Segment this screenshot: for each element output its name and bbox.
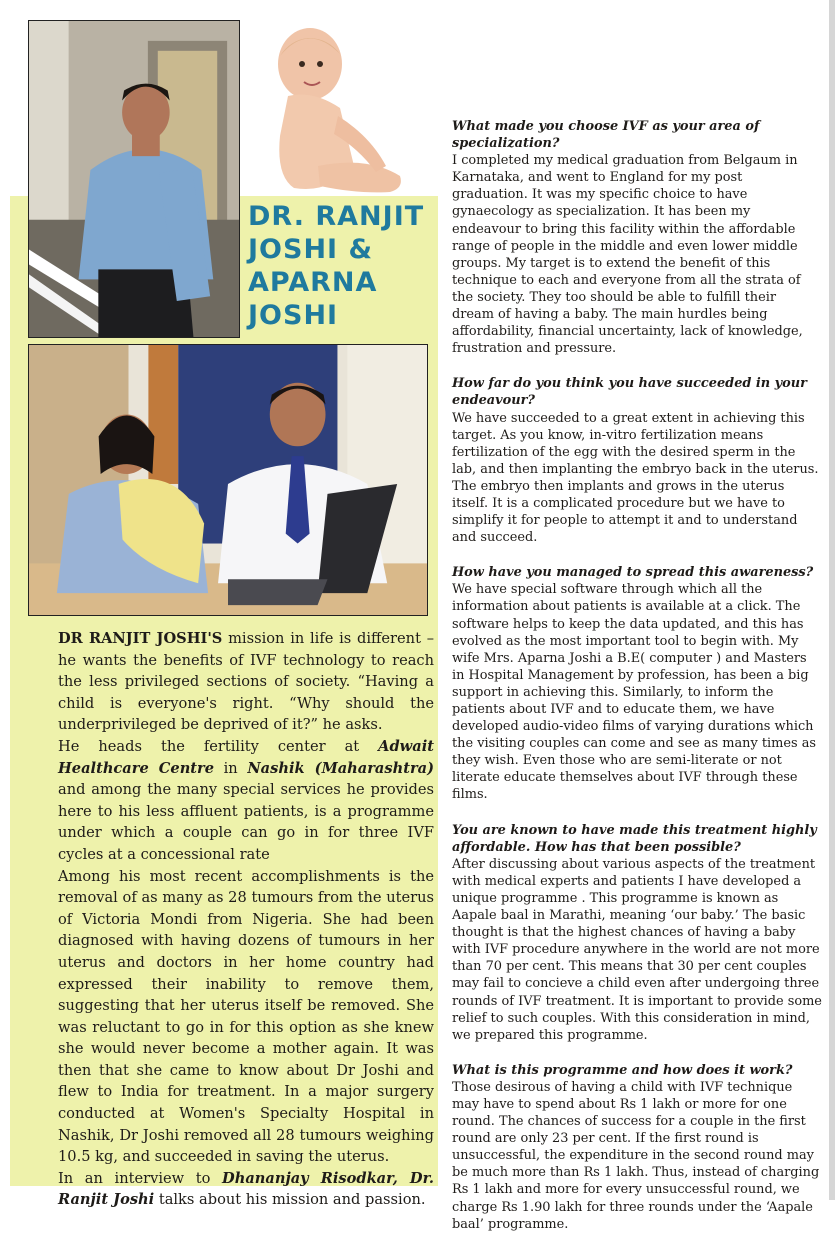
question-1: What made you choose IVF as your area of specialization? <box>452 119 760 152</box>
heading-line-1: DR. RANJIT <box>248 201 425 232</box>
heading-line-2: JOSHI & <box>248 234 374 265</box>
doctor-photo-illustration <box>29 21 239 337</box>
left-paragraph-2 <box>58 736 434 866</box>
answer-1: I completed my medical graduation from Belgaum in Karnataka, and went to England for my post graduation. It was my specific choice to have gynaecology as specialization. It has been my endeavour to bring this facility within the affordable range of people in the middle and even lower middle groups. My target is to extend the benefit of this technique to each and everyone from all the strata of the society. They too should be able to fulfill their dream of having a baby. The main hurdles being affordability, financial uncertainty, lack of knowledge, frustration and pressure. <box>452 153 803 357</box>
p2-text-e: and among the many special services he provides here to his less affluent patients, is a programme under which a couple can go in for three IVF cycles at a concessional rate <box>58 781 434 863</box>
answer-2: We have succeeded to a great extent in achieving this target. As you know, in-vitro fertilization means fertilization of the egg with the desired sperm in the lab, and then implanting the embryo back in the uterus. The embryo then implants and grows in the uterus itself. It is a complicated procedure but we have to simplify it for people to attempt it and to understand and succeed. <box>452 410 819 546</box>
baby-illustration <box>258 16 408 196</box>
qa-block-3 <box>452 564 822 803</box>
article-heading <box>248 200 436 332</box>
qa-block-1 <box>452 118 822 357</box>
answer-5: Those desirous of having a child with IVF technique may have to spend about Rs 1 lakh or more for one round. The chances of success for a couple in the first round are only 23 per cent. If the first round is unsuccessful, the expenditure in the second round may be much more than Rs 1 lakh. Thus, instead of charging Rs 1 lakh and more for every unsuccessful round, we charge Rs 1.90 lakh for three rounds under the ‘Aapale baal’ programme. <box>452 1079 820 1232</box>
p4-text-c: talks about his mission and passion. <box>154 1191 426 1209</box>
interview-column <box>452 118 822 1251</box>
couple-with-laptop-photo <box>28 344 428 616</box>
p1-text: mission in life is different – he wants the benefits of IVF technology to reach the less privileged sections of society. “Having a child is everyone's right. “Why should the underprivileged be deprived of it?” he asks. <box>58 630 434 734</box>
heading-line-3: APARNA <box>248 267 378 298</box>
question-3: How have you managed to spread this awareness? <box>452 565 814 581</box>
answer-4: After discussing about various aspects of the treatment with medical experts and patients I have developed a unique programme . This programme is known as Aapale baal in Marathi, meaning ‘our baby.’ The basic thought is that the highest chances of having a baby with IVF procedure anywhere in the world are not more than 70 per cent. This means that 30 per cent couples may fail to concieve a child even after undergoing three rounds of IVF treatment. It is important to provide some relief to such couples. With this consideration in mind, we prepared this programme. <box>452 856 822 1043</box>
left-paragraph-3: Among his most recent accomplishments is the removal of as many as 28 tumours from the uterus of Victoria Mondi from Nigeria. She had been diagnosed with having dozens of tumours in her uterus and doctors in her home country had expressed their inability to remove them, suggesting that her uterus itself be removed. She was reluctant to go in for this option as she knew she would never become a mother again. It was then that she came to know about Dr Joshi and flew to India for treatment. In a major surgery conducted at Women's Specialty Hospital in Nashik, Dr Joshi removed all 28 tumours weighing 10.5 kg, and succeeded in saving the uterus. <box>58 867 434 1166</box>
qa-block-4 <box>452 822 822 1044</box>
answer-3: We have special software through which all the information about patients is available at a click. The software helps to keep the data updated, and this has evolved as the most important tool to begin with. My wife Mrs. Aparna Joshi a B.E( computer ) and Masters in Hospital Management by profession, has been a big support in achieving this. Similarly, to inform the patients about IVF and to educate them, we have developed audio-video films of varying durations which the visiting couples can come and see as many times as they wish. Even those who are semi-literate or not literate educate themselves about IVF through these films. <box>452 582 817 803</box>
baby-photo <box>258 16 408 196</box>
location-name: Nashik (Maharashtra) <box>247 759 435 777</box>
heading-line-4: JOSHI <box>248 300 339 331</box>
centre-name: Adwait Healthcare Centre <box>58 737 434 777</box>
question-4: You are known to have made this treatment highly affordable. How has that been possible? <box>452 822 817 855</box>
question-5: What is this programme and how does it work? <box>452 1062 793 1078</box>
couple-photo-illustration <box>29 345 427 615</box>
question-2: How far do you think you have succeeded in your endeavour? <box>452 376 807 409</box>
p2-text-c: in <box>214 759 248 777</box>
doctor-name-lead: DR RANJIT JOSHI'S <box>58 630 223 647</box>
left-article-text <box>58 628 434 1211</box>
qa-block-2 <box>452 375 822 546</box>
p4-text-a: In an interview to <box>58 1169 223 1187</box>
interviewer-names: Dhananjay Risodkar, Dr. Ranjit Joshi <box>58 1169 434 1209</box>
doctor-portrait-photo <box>28 20 240 338</box>
left-paragraph-1 <box>58 628 434 736</box>
page-edge-shadow <box>829 0 835 1200</box>
left-paragraph-4 <box>58 1168 434 1211</box>
p2-text-a: He heads the fertility center at <box>58 737 379 755</box>
qa-block-5 <box>452 1062 822 1233</box>
